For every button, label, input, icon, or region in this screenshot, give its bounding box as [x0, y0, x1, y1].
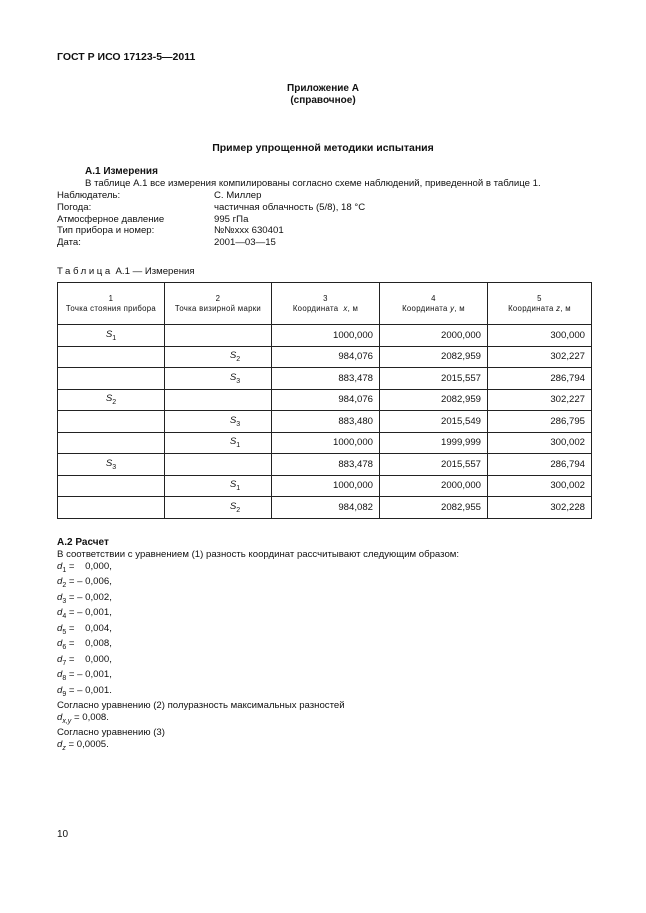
x-cell: 984,076: [272, 389, 380, 411]
info-value: С. Миллер: [214, 190, 262, 201]
d-value: = – 0,002,: [66, 591, 112, 603]
station-cell: [58, 475, 165, 497]
station-cell-subscript: 1: [112, 334, 117, 342]
station-cell: [58, 411, 165, 433]
table-caption: [57, 266, 195, 277]
info-value: частичная облачность (5/8), 18 °С: [214, 201, 366, 213]
station-cell: [58, 497, 165, 519]
x-cell: 984,076: [272, 346, 380, 368]
column-label: Координата: [292, 303, 339, 313]
d-symbol: d: [57, 607, 63, 619]
table-row: [58, 497, 592, 519]
column-unit: , м: [560, 303, 571, 313]
page-number: 10: [57, 829, 69, 840]
y-cell: 2015,557: [380, 454, 488, 476]
dxy-symbol: d: [57, 711, 63, 723]
table-caption-text: А.1 — Измерения: [115, 266, 195, 277]
column-number: 1: [108, 293, 114, 303]
d-value-line: [57, 685, 459, 701]
column-label: Координата: [402, 303, 448, 313]
info-key: Дата:: [57, 237, 81, 249]
y-cell: 2000,000: [380, 325, 488, 347]
target-cell-subscript: 3: [236, 420, 241, 428]
dxy-line: [57, 712, 459, 728]
info-value: 2001—03—15: [214, 237, 276, 249]
d-value: = – 0,006,: [66, 576, 112, 588]
d-value-line: [57, 654, 459, 670]
target-cell: [165, 325, 272, 347]
d-value-line: [57, 623, 459, 639]
dxy-subscript: x,y: [62, 717, 72, 725]
info-row: [0, 202, 646, 214]
d-symbol: d: [57, 576, 63, 588]
d-subscript: 2: [62, 582, 67, 589]
d-subscript: 8: [62, 675, 67, 682]
column-label: Точка стояния прибора: [65, 303, 157, 313]
calc-intro: В соответствии с уравнением (1) разность координат рассчитывают следующим образом:: [57, 549, 460, 560]
station-cell-subscript: 2: [112, 399, 117, 407]
d-value-line: [57, 607, 459, 623]
info-row: [0, 225, 646, 237]
d-value: = 0,000,: [66, 560, 112, 572]
column-header: [488, 283, 592, 325]
eq2-text: Согласно уравнению (2) полуразность максимальных разностей: [57, 700, 345, 712]
table-row: [58, 432, 592, 454]
table-caption-label: Таблица: [57, 266, 113, 277]
station-cell: [58, 325, 165, 347]
dz-line: [57, 739, 459, 755]
d-symbol: d: [57, 560, 63, 572]
section-a2-title: А.2 Расчет: [57, 537, 109, 548]
measurement-info: [0, 190, 646, 249]
table-row: [58, 325, 592, 347]
d-value: = 0,004,: [66, 622, 112, 634]
target-cell-subscript: 2: [236, 506, 241, 514]
y-cell: 2015,549: [380, 411, 488, 433]
d-subscript: 9: [62, 690, 67, 698]
column-unit: , м: [454, 303, 465, 313]
column-number: 2: [215, 293, 221, 303]
measurements-table: [57, 282, 592, 519]
d-subscript: 5: [62, 628, 67, 636]
column-number: 5: [537, 293, 542, 303]
table-row: [58, 368, 592, 390]
d-value-line: [57, 576, 459, 592]
example-title: Пример упрощенной методики испытания: [212, 142, 434, 154]
column-header: [58, 283, 165, 325]
info-row: [0, 237, 646, 249]
dz-symbol: d: [57, 738, 63, 750]
d-value: = – 0,001,: [66, 607, 112, 619]
d-value: = – 0,001,: [66, 669, 112, 681]
z-cell: 300,002: [488, 475, 592, 497]
station-cell: [58, 432, 165, 454]
table-row: [58, 411, 592, 433]
x-cell: 883,478: [272, 368, 380, 390]
section-a1-intro: В таблице А.1 все измерения компилированы согласно схеме наблюдений, приведенной в таблице 1.: [85, 178, 541, 189]
info-row: [0, 190, 646, 202]
target-cell-symbol: S: [229, 479, 237, 491]
station-cell: [58, 346, 165, 368]
table-header-row: [58, 283, 592, 325]
station-cell: [58, 454, 165, 476]
y-cell: 2082,959: [380, 389, 488, 411]
d-symbol: d: [57, 684, 63, 696]
y-cell: 2015,557: [380, 368, 488, 390]
x-cell: 1000,000: [272, 325, 380, 347]
target-cell-symbol: S: [229, 500, 237, 512]
x-cell: 883,480: [272, 411, 380, 433]
d-subscript: 4: [62, 613, 67, 620]
eq3-text: Согласно уравнению (3): [57, 727, 165, 739]
table-row: [58, 454, 592, 476]
z-cell: 286,794: [488, 368, 592, 390]
target-cell: [165, 346, 272, 368]
table-row: [58, 389, 592, 411]
target-cell-subscript: 2: [236, 356, 241, 364]
d-values-list: [57, 561, 459, 701]
station-cell-symbol: S: [105, 393, 113, 405]
column-header: [272, 283, 380, 325]
x-cell: 984,082: [272, 497, 380, 519]
column-variable: y: [450, 303, 455, 313]
column-label: Точка визирной марки: [174, 303, 262, 313]
station-cell-symbol: S: [105, 457, 113, 469]
dz-value: = 0,0005.: [65, 738, 109, 750]
station-cell: [58, 368, 165, 390]
table-row: [58, 346, 592, 368]
target-cell: [165, 411, 272, 433]
d-value: = 0,008,: [66, 638, 112, 650]
d-subscript: 3: [62, 597, 67, 605]
d-symbol: d: [57, 669, 63, 681]
target-cell: [165, 389, 272, 411]
y-cell: 2000,000: [380, 475, 488, 497]
document-header: ГОСТ Р ИСО 17123-5—2011: [57, 51, 196, 63]
appendix-subtitle: (справочное): [290, 95, 356, 106]
z-cell: 286,795: [488, 411, 592, 433]
y-cell: 2082,955: [380, 497, 488, 519]
d-symbol: d: [57, 653, 63, 665]
d-value-line: [57, 592, 459, 608]
column-variable: x: [343, 303, 348, 313]
target-cell-subscript: 1: [236, 442, 241, 450]
x-cell: 1000,000: [272, 475, 380, 497]
info-key: Наблюдатель:: [57, 190, 121, 201]
target-cell: [165, 497, 272, 519]
d-value: = – 0,001.: [66, 684, 112, 696]
column-label: Координата: [508, 303, 554, 313]
target-cell: [165, 368, 272, 390]
target-cell-symbol: S: [229, 436, 237, 448]
d-subscript: 7: [62, 659, 67, 667]
d-subscript: 6: [62, 644, 67, 651]
d-value: = 0,000,: [66, 653, 112, 665]
target-cell-symbol: S: [229, 350, 237, 362]
station-cell-symbol: S: [105, 328, 113, 340]
section-a1-title: А.1 Измерения: [85, 166, 158, 177]
dxy-value: = 0,008.: [71, 711, 109, 723]
target-cell: [165, 475, 272, 497]
d-value-line: [57, 638, 459, 654]
target-cell-subscript: 1: [236, 485, 241, 493]
d-value-line: [57, 561, 459, 577]
y-cell: 2082,959: [380, 346, 488, 368]
column-number: 4: [431, 293, 436, 303]
station-cell: [58, 389, 165, 411]
table-row: [58, 475, 592, 497]
x-cell: 1000,000: [272, 432, 380, 454]
info-key: Тип прибора и номер:: [57, 225, 155, 237]
d-value-line: [57, 669, 459, 685]
z-cell: 302,227: [488, 346, 592, 368]
target-cell-symbol: S: [229, 371, 237, 383]
column-number: 3: [323, 293, 328, 303]
info-key: Атмосферное давление: [57, 213, 165, 225]
target-cell-subscript: 3: [236, 377, 241, 385]
z-cell: 302,228: [488, 497, 592, 519]
y-cell: 1999,999: [380, 432, 488, 454]
target-cell: [165, 432, 272, 454]
d-symbol: d: [57, 638, 63, 650]
station-cell-subscript: 3: [112, 463, 117, 471]
target-cell-symbol: S: [229, 414, 237, 426]
dz-subscript: z: [62, 744, 66, 752]
column-variable: z: [556, 303, 561, 313]
info-value: №№xxx 630401: [214, 225, 284, 237]
info-value: 995 гПа: [214, 213, 249, 225]
d-symbol: d: [57, 591, 63, 603]
column-unit: , м: [347, 303, 359, 313]
z-cell: 286,794: [488, 454, 592, 476]
z-cell: 300,002: [488, 432, 592, 454]
info-key: Погода:: [57, 201, 92, 213]
column-header: [165, 283, 272, 325]
d-symbol: d: [57, 622, 63, 634]
column-header: [380, 283, 488, 325]
z-cell: 300,000: [488, 325, 592, 347]
z-cell: 302,227: [488, 389, 592, 411]
d-subscript: 1: [62, 566, 67, 574]
info-row: [0, 214, 646, 226]
appendix-title: Приложение А: [287, 83, 359, 94]
x-cell: 883,478: [272, 454, 380, 476]
target-cell: [165, 454, 272, 476]
calculation-block: [57, 549, 459, 754]
